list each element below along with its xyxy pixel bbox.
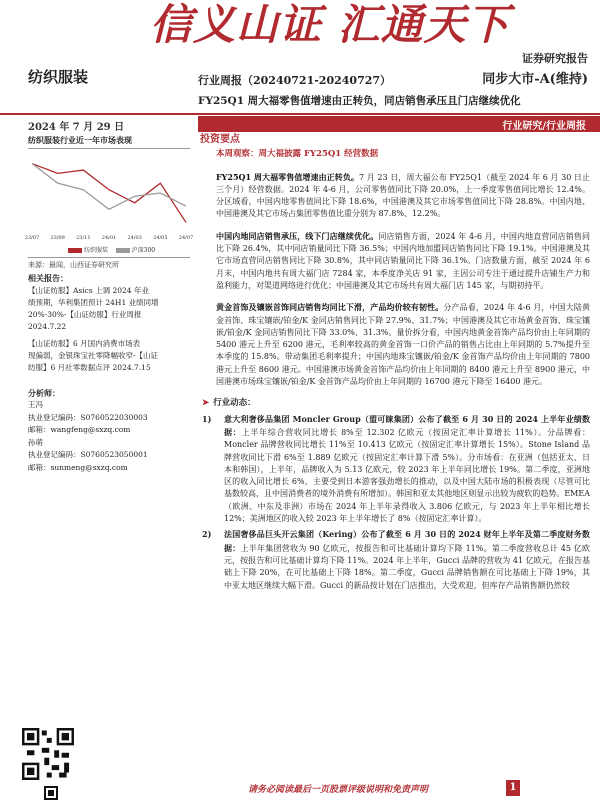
section-title: 投资要点 [200, 134, 240, 145]
paragraph-3 [216, 301, 590, 388]
list-item-text [224, 528, 590, 591]
market-chart-svg [24, 149, 194, 245]
list-item-body: 上半年集团营收为 90 亿欧元，按报告和可比基础计算均下降 11%。第二季度营收总计 45 亿欧元，按报告和可比基础计算均下降 11%。2024 年上半年，Gucci 品牌的营收为 41 亿欧元，在报告基础上下降 20%，在可比基础上下降 18%。第二季度，Gucci 品牌销售额在可比基础上下降 19%，其中亚太地区继续大幅下滑。Gucci 的新品按计划在门店推出，大受欢迎，但库存产品销售额仍然较 [224, 543, 591, 590]
x-tick-label: 23/07 [24, 235, 40, 241]
list-item-number: 2) [202, 529, 212, 540]
analyst-title: 分析师： [28, 388, 60, 398]
rating: 同步大市-A(维持) [482, 72, 588, 87]
related-2-line: 现偏弱，金银珠宝社零降幅收窄-【山证 [28, 351, 159, 360]
legend-label-1: 纺织服装 [84, 247, 109, 254]
brand-logo [150, 0, 510, 49]
paragraph-1 [216, 171, 590, 221]
report-type: 证券研究报告 [522, 52, 588, 65]
x-tick-label: 24/01 [101, 235, 117, 241]
section-subtitle: 本周观察：周大福披露 FY25Q1 经营数据 [216, 149, 379, 160]
industry-name: 纺织服装 [28, 68, 89, 86]
analyst-line: 王冯 [28, 400, 43, 409]
analyst-line: 孙萌 [28, 437, 43, 447]
x-tick-label: 23/11 [76, 235, 91, 241]
main-content [198, 134, 590, 595]
related-report-2 [28, 338, 190, 374]
category-tag: 行业研究/行业周报 [502, 121, 586, 132]
related-2-line: 纺服】6 月社零数据点评 2024.7.15 [28, 363, 151, 372]
related-1-line: 20%-30%-【山证纺服】行业周报 [28, 310, 142, 319]
trends-title: 行业动态： [213, 398, 256, 409]
paragraph-2 [216, 230, 590, 292]
brand-text: 信义山证 汇通天下 [150, 0, 510, 49]
legend-swatch-1 [68, 248, 82, 253]
analyst-line: 执业登记编码：S0760522030003 [28, 412, 148, 422]
related-1-line: 【山证纺服】Asics 上调 2024 年业 [28, 286, 149, 295]
analyst-email: 邮箱：sunmeng@sxzq.com [28, 462, 128, 472]
analyst-line: 执业登记编码：S0760523050001 [28, 450, 148, 459]
paragraph-3-body: 分产品看，2024 年 4-6 月，中国大陆黄金首饰、珠宝镶嵌/铂金/K 金同店销售同比下降 27.9%、31.7%；中国港澳及其它市场黄金首饰、珠宝镶嵌/铂金/K 金同店销售同比下降 33.0%、31.3%。量价拆分看，中国内地黄金首饰产品均价由上年同期的 5400 港元上升至 6200 港元，毛利率较高的黄金首饰一口价产品的销售占比由上年同期的 5.7%提升至本季度的 15.8%。带动集团毛利率提升；中国内地珠宝镶嵌/铂金/K 金首饰产品均价由上年同期的 7800 港元上升至 8600 港元。中国港澳市场黄金首饰产品均价由上年同期的 8400 港元上升至 8900 港元，中国港澳市场珠宝镶嵌/铂金/K 金首饰产品均价由上年同期的 16700 港元下降至 16400 港元。 [216, 303, 591, 387]
x-tick-label: 24/05 [153, 235, 168, 241]
list-item-number: 1) [202, 413, 212, 424]
list-item-lead: 法国奢侈品巨头开云集团（Kering）公布了截至 6 月 30 日的 2024 财年上半年及第二季度财务数据： [224, 529, 590, 553]
related-2-line: 【山证纺服】6 月国内消费市场表 [28, 339, 141, 348]
series-line-1 [32, 164, 186, 223]
market-chart [24, 148, 194, 258]
related-report-1 [28, 285, 190, 333]
footer [0, 780, 600, 800]
qr-code-icon [22, 728, 74, 780]
paragraph-1-lead: FY25Q1 周大福零售值增速由正转负。 [216, 171, 359, 182]
chart-source: 来源：最闻，山西证券研究所 [28, 261, 119, 269]
x-tick-label: 24/03 [127, 235, 142, 241]
x-tick-label: 24/07 [178, 235, 194, 241]
weekly-label: 行业周报（20240721-20240727） [198, 74, 392, 87]
list-item [202, 413, 590, 526]
disclaimer-link[interactable]: 请务必阅读最后一页股票评级说明和免责声明 [248, 785, 429, 795]
related-title: 相关报告： [28, 273, 68, 283]
x-tick-label: 23/09 [50, 235, 65, 241]
related-1-line: 绩预期，华利集团预计 24H1 业绩同增 [28, 298, 159, 307]
header-divider [0, 113, 600, 115]
category-bar [198, 116, 600, 132]
paragraph-1-body: 7 月 23 日，周大福公布 FY25Q1（截至 2024 年 6 月 30 日止三个月）经营数据。2024 年 4-6 月，公司零售值同比下降 20.0%，上一季度零售值同比增长 12.4%。分区域看，中国内地零售值同比下降 18.6%，中国港澳及其它市场零售值同比下降 28.8%。中国内地、中国港澳及其它市场占集团零售值比重分别为 87.8%、12.2%。 [216, 172, 590, 219]
list-item [202, 528, 590, 591]
list-item-lead: 意大利奢侈品集团 Moncler Group（盟可睐集团）公布了截至 6 月 30 日的 2024 上半年业绩数据： [224, 413, 590, 437]
legend-label-2: 沪深300 [131, 247, 156, 254]
chart-legend [68, 245, 155, 254]
paragraph-3-lead: 黄金首饰及镶嵌首饰同店销售均同比下滑，产品均价较有韧性。 [216, 302, 444, 313]
trends-heading [202, 397, 590, 409]
related-1-line: 2024.7.22 [28, 322, 67, 331]
analyst-email: 邮箱：wangfeng@sxzq.com [28, 425, 131, 434]
paragraph-2-body: 同店销售方面，2024 年 4-6 月，中国内地直营同店销售同比下降 26.4%，其中同店销量同比下降 36.5%；中国内地加盟同店销售同比下降 19.1%。中国港澳及其它市场直营同店销售同比下降 30.8%，其中同店销量同比下降 36.1%。门店数量方面，截至 2024 年 6 月末，中国内地共有周大福门店 7284 家，本季度净关店 91 家，主因公司专注于通过提升店铺生产力和盈利能力，对渠道网络进行优化；中国港澳及其它市场共有周大福门店 145 家，与期初持平。 [216, 231, 591, 290]
headline: FY25Q1 周大福零售值增速由正转负，同店销售承压且门店继续优化 [198, 95, 521, 107]
paragraph-2-lead: 中国内地同店销售承压，线下门店继续优化。 [216, 230, 379, 241]
page-number: 1 [506, 780, 520, 796]
arrow-icon: ➤ [202, 398, 210, 409]
legend-swatch-2 [116, 248, 130, 253]
list-item-body: 上半年综合营收同比增长 8%至 12.302 亿欧元（按固定汇率计算增长 11%）。分品牌看：Moncler 品牌营收同比增长 11%至 10.413 亿欧元（按固定汇率计算增长 15%）。Stone Island 品牌营收同比下滑 6%至 1.889 亿欧元（按固定汇率计算下滑 5%）。分市场看：在亚洲（包括亚太、日本和韩国），上半年，品牌收入为 5.13 亿欧元，较 2023 年上半年同比增长 19%。第二季度，亚洲地区的收入同比增长 6%，主要受到日本游客强劲增长的推动，以及中国大陆市场的积极表现（尽管可比基数较高，且中国消费者的境外消费有所增加）。韩国和亚太其他地区则显示出较为疲软的趋势。EMEA（欧洲、中东及非洲）市场在 2024 年上半年录得收入 3.806 亿欧元，与 2023 年上半年相比增长 12%；美洲地区的收入较 2023 年上半年增长了 8%（按固定汇率计算）。 [224, 427, 591, 524]
list-item-text [224, 413, 590, 526]
report-date: 2024 年 7 月 29 日 [28, 122, 125, 133]
chart-title: 纺织服装行业近一年市场表现 [28, 135, 132, 145]
sidebar [24, 135, 194, 474]
